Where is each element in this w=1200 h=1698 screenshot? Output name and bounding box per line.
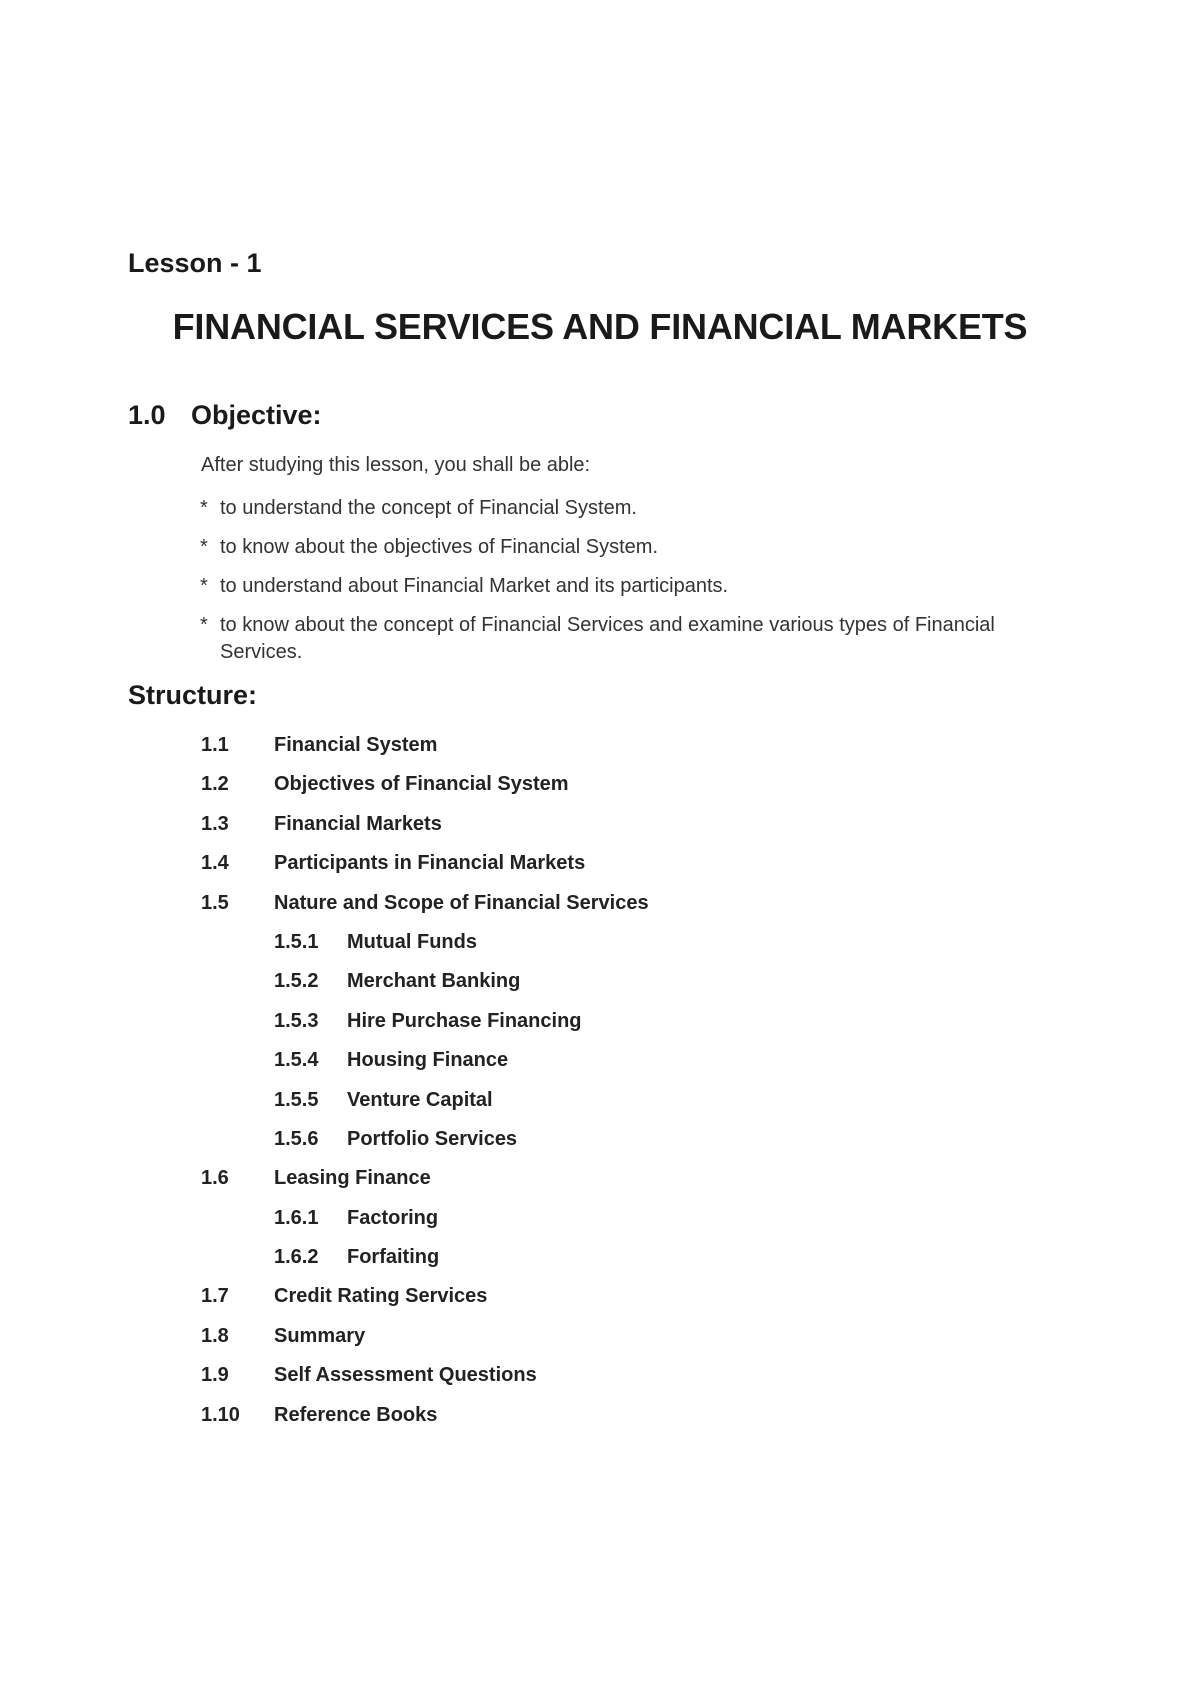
- objective-heading: [128, 400, 322, 431]
- toc-number: 1.5.1: [274, 930, 319, 953]
- toc-item: [201, 772, 649, 811]
- objective-item: [200, 495, 1080, 522]
- toc-label: Merchant Banking: [347, 970, 521, 993]
- toc-number: 1.8: [201, 1324, 229, 1347]
- document-title: FINANCIAL SERVICES AND FINANCIAL MARKETS: [172, 306, 1028, 347]
- toc-number: 1.1: [201, 734, 229, 756]
- toc-subitem: [201, 1206, 649, 1245]
- toc-label: Hire Purchase Financing: [347, 1009, 582, 1032]
- toc-label: Credit Rating Services: [274, 1285, 488, 1308]
- bullet-star: *: [200, 575, 208, 597]
- toc-number: 1.5.6: [274, 1127, 319, 1150]
- toc-label: Objectives of Financial System: [274, 773, 569, 796]
- toc-subitem: [201, 930, 649, 969]
- bullet-star: *: [200, 536, 208, 558]
- bullet-star: *: [200, 497, 208, 519]
- toc-subitem: [201, 1088, 649, 1127]
- structure-heading: Structure:: [128, 680, 258, 710]
- toc-number: 1.5: [201, 891, 229, 914]
- toc-subitem: [201, 1245, 649, 1284]
- toc-item: [201, 1363, 649, 1402]
- toc-subitem: [201, 1009, 649, 1048]
- toc-number: 1.2: [201, 773, 229, 796]
- toc-label: Forfaiting: [347, 1246, 440, 1269]
- toc-item: [201, 1166, 649, 1205]
- toc-number: 1.5.4: [274, 1049, 319, 1072]
- toc-label: Housing Finance: [347, 1049, 509, 1072]
- toc-label: Mutual Funds: [347, 930, 477, 953]
- objectives-list: [200, 495, 1080, 678]
- toc-number: 1.4: [201, 852, 229, 875]
- toc-item: [201, 1284, 649, 1323]
- toc-number: 1.6: [201, 1167, 229, 1190]
- bullet-star: *: [200, 614, 208, 636]
- toc-label: Venture Capital: [347, 1088, 493, 1111]
- toc-number: 1.6.1: [274, 1206, 319, 1229]
- objective-heading-label: Objective:: [191, 400, 322, 430]
- toc-subitem: [201, 1048, 649, 1087]
- toc-subitem: [201, 969, 649, 1008]
- objective-item-text: to know about the concept of Financial Services and examine various types of Financial Services.: [220, 614, 995, 663]
- toc-label: Portfolio Services: [347, 1127, 518, 1150]
- toc-subitem: [201, 1127, 649, 1166]
- toc-number: 1.9: [201, 1364, 229, 1387]
- toc-item: [201, 1324, 649, 1363]
- objective-item-text: to know about the objectives of Financial System.: [220, 536, 659, 558]
- toc-label: Financial Markets: [274, 812, 442, 835]
- toc-label: Financial System: [274, 734, 438, 756]
- toc-number: 1.5.2: [274, 970, 319, 993]
- toc-label: Summary: [274, 1324, 366, 1347]
- toc-item: [201, 1403, 649, 1442]
- toc-label: Reference Books: [274, 1403, 438, 1426]
- objective-intro: After studying this lesson, you shall be able:: [201, 454, 591, 476]
- toc-label: Participants in Financial Markets: [274, 852, 586, 875]
- toc-label: Factoring: [347, 1206, 439, 1229]
- objective-item: [200, 612, 1080, 666]
- objective-item-text: to understand about Financial Market and its participants.: [220, 575, 729, 597]
- objective-item-text: to understand the concept of Financial System.: [220, 497, 637, 519]
- toc-label: Leasing Finance: [274, 1167, 431, 1190]
- toc-label: Self Assessment Questions: [274, 1364, 537, 1387]
- toc-number: 1.10: [201, 1403, 240, 1426]
- lesson-label: Lesson - 1: [128, 248, 262, 278]
- toc-number: 1.3: [201, 812, 229, 835]
- structure-list: [201, 733, 649, 1442]
- toc-number: 1.7: [201, 1285, 229, 1308]
- toc-number: 1.6.2: [274, 1246, 319, 1269]
- toc-item: [201, 812, 649, 851]
- objective-item: [200, 573, 1080, 600]
- objective-number: 1.0: [128, 400, 166, 430]
- toc-label: Nature and Scope of Financial Services: [274, 891, 649, 914]
- toc-item: [201, 733, 649, 772]
- toc-item: [201, 891, 649, 930]
- toc-number: 1.5.5: [274, 1088, 319, 1111]
- objective-item: [200, 534, 1080, 561]
- toc-item: [201, 851, 649, 890]
- toc-number: 1.5.3: [274, 1009, 319, 1032]
